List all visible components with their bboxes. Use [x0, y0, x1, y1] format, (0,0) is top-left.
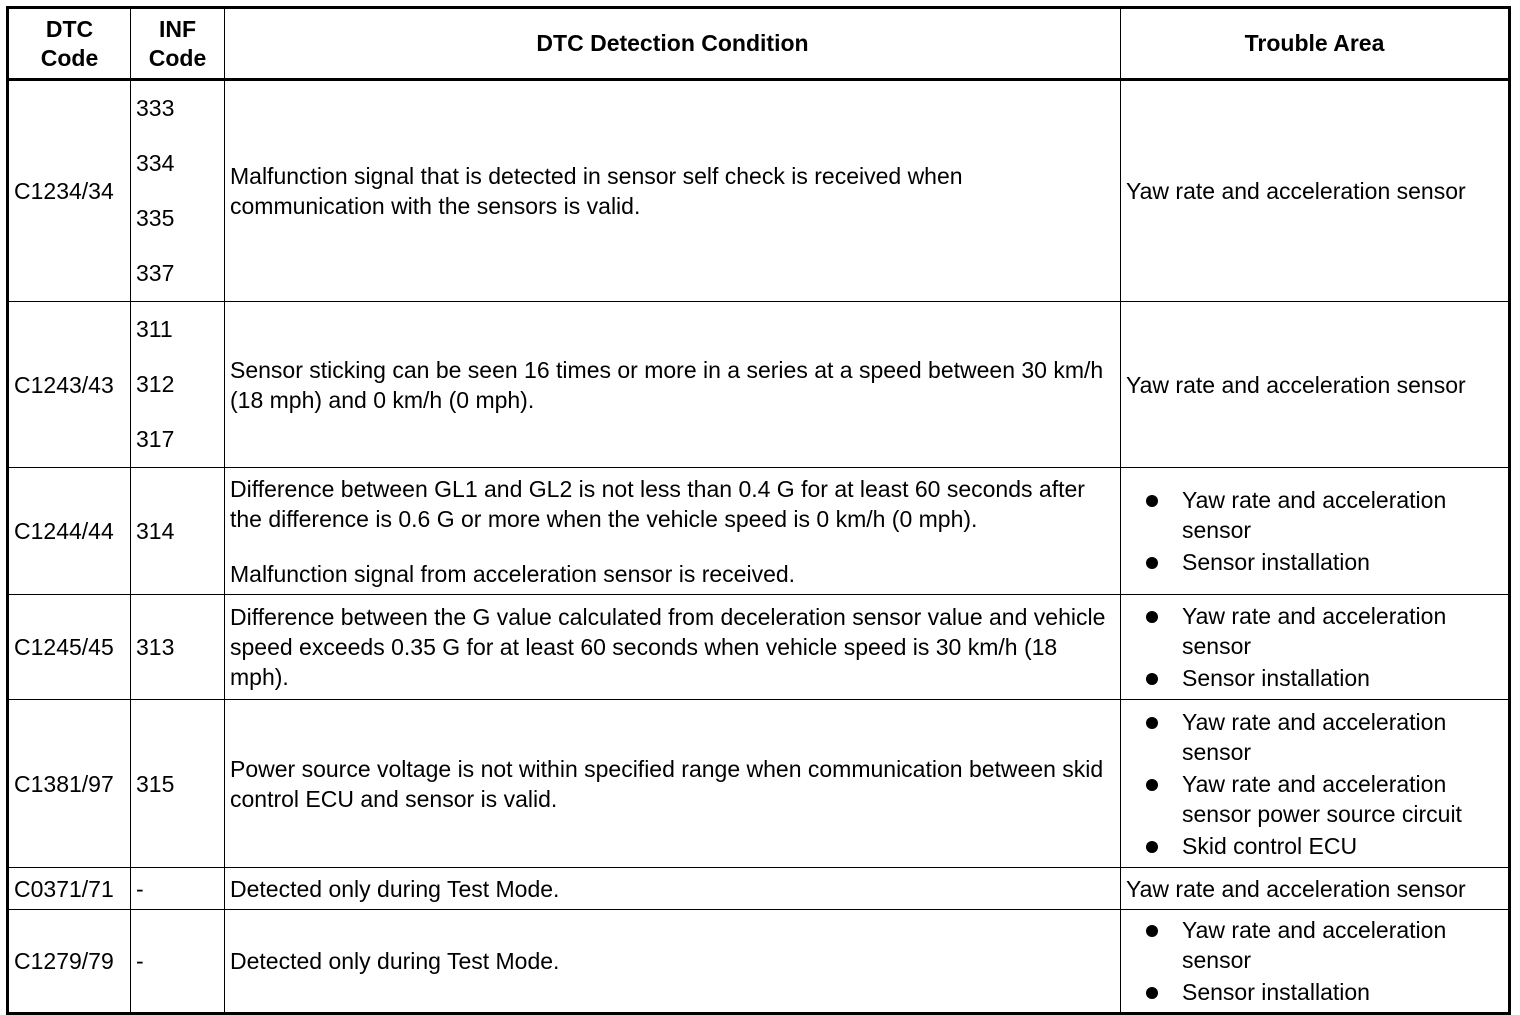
inf-code: 334	[136, 150, 175, 176]
trouble-area-cell	[1121, 595, 1510, 700]
dtc-code-cell: C0371/71	[8, 868, 131, 910]
table-row	[8, 700, 1510, 868]
table-row	[8, 302, 1510, 468]
table-row	[8, 868, 1510, 910]
trouble-area-item: Yaw rate and acceleration sensor power source circuit	[1144, 769, 1503, 829]
dtc-code-cell: C1279/79	[8, 910, 131, 1014]
header-row	[8, 8, 1510, 80]
table-body	[8, 80, 1510, 1014]
detection-condition-cell	[225, 700, 1121, 868]
trouble-area-text: Yaw rate and acceleration sensor	[1126, 178, 1466, 204]
trouble-area-text: Yaw rate and acceleration sensor	[1126, 371, 1466, 398]
trouble-area-item: Yaw rate and acceleration sensor	[1144, 707, 1503, 767]
trouble-area-cell	[1121, 868, 1510, 910]
trouble-area-item: Sensor installation	[1144, 663, 1503, 693]
inf-code-cell	[131, 700, 225, 868]
trouble-area-cell	[1121, 468, 1510, 595]
detection-condition-cell	[225, 595, 1121, 700]
inf-code: 311	[136, 316, 173, 342]
inf-code-cell	[131, 468, 225, 595]
trouble-area-list	[1126, 485, 1503, 577]
inf-code-cell	[131, 868, 225, 910]
table-row	[8, 910, 1510, 1014]
condition-text: Malfunction signal that is detected in sensor self check is received when communication with the sensors is valid.	[230, 163, 963, 219]
trouble-area-cell	[1121, 302, 1510, 468]
trouble-area-list	[1126, 707, 1503, 861]
inf-code: 335	[136, 205, 175, 231]
inf-code: 337	[136, 260, 175, 286]
header-inf-code: INF Code	[131, 8, 225, 80]
inf-code: 317	[136, 426, 175, 452]
inf-code-cell	[131, 302, 225, 468]
inf-code-cell	[131, 910, 225, 1014]
detection-condition-cell	[225, 302, 1121, 468]
trouble-area-cell	[1121, 700, 1510, 868]
dtc-code-cell: C1244/44	[8, 468, 131, 595]
table-row	[8, 80, 1510, 302]
table-row	[8, 595, 1510, 700]
table-row	[8, 468, 1510, 595]
trouble-area-cell	[1121, 910, 1510, 1014]
trouble-area-item: Yaw rate and acceleration sensor	[1144, 601, 1503, 661]
header-detection-condition: DTC Detection Condition	[225, 8, 1121, 80]
inf-code-cell	[131, 595, 225, 700]
trouble-area-text: Yaw rate and acceleration sensor	[1126, 875, 1466, 902]
condition-text: Difference between GL1 and GL2 is not less than 0.4 G for at least 60 seconds after the difference is 0.6 G or more when the vehicle speed is 0 km/h (0 mph).	[230, 475, 1085, 532]
trouble-area-item: Yaw rate and acceleration sensor	[1144, 485, 1503, 545]
inf-code: 312	[136, 371, 175, 397]
table-header	[8, 8, 1510, 80]
condition-text: Power source voltage is not within specified range when communication between skid control ECU and sensor is valid.	[230, 755, 1104, 812]
trouble-area-list	[1126, 915, 1503, 1007]
inf-code: 314	[136, 518, 175, 544]
inf-code: -	[136, 875, 144, 902]
inf-code: 313	[136, 634, 175, 660]
condition-text: Detected only during Test Mode.	[230, 875, 560, 902]
detection-condition-cell	[225, 910, 1121, 1014]
detection-condition-cell	[225, 80, 1121, 302]
condition-text: Sensor sticking can be seen 16 times or more in a series at a speed between 30 km/h (18 mph) and 0 km/h (0 mph).	[230, 356, 1104, 413]
inf-code: -	[136, 948, 144, 974]
trouble-area-item: Sensor installation	[1144, 547, 1503, 577]
inf-code: 333	[136, 95, 175, 121]
dtc-code-cell: C1245/45	[8, 595, 131, 700]
dtc-code-cell: C1381/97	[8, 700, 131, 868]
inf-code-cell	[131, 80, 225, 302]
condition-text: Difference between the G value calculated from deceleration sensor value and vehicle speed exceeds 0.35 G for at least 60 seconds when vehicle speed is 30 km/h (18 mph).	[230, 604, 1106, 690]
trouble-area-cell	[1121, 80, 1510, 302]
header-trouble-area: Trouble Area	[1121, 8, 1510, 80]
dtc-table	[6, 6, 1511, 1015]
trouble-area-item: Sensor installation	[1144, 977, 1503, 1007]
detection-condition-cell	[225, 868, 1121, 910]
trouble-area-item: Yaw rate and acceleration sensor	[1144, 915, 1503, 975]
condition-text: Malfunction signal from acceleration sensor is received.	[230, 560, 796, 587]
condition-text: Detected only during Test Mode.	[230, 948, 560, 974]
detection-condition-cell	[225, 468, 1121, 595]
header-dtc-code: DTC Code	[8, 8, 131, 80]
trouble-area-item: Skid control ECU	[1144, 831, 1503, 861]
trouble-area-list	[1126, 601, 1503, 693]
dtc-code-cell: C1234/34	[8, 80, 131, 302]
dtc-code-cell: C1243/43	[8, 302, 131, 468]
inf-code: 315	[136, 770, 175, 797]
